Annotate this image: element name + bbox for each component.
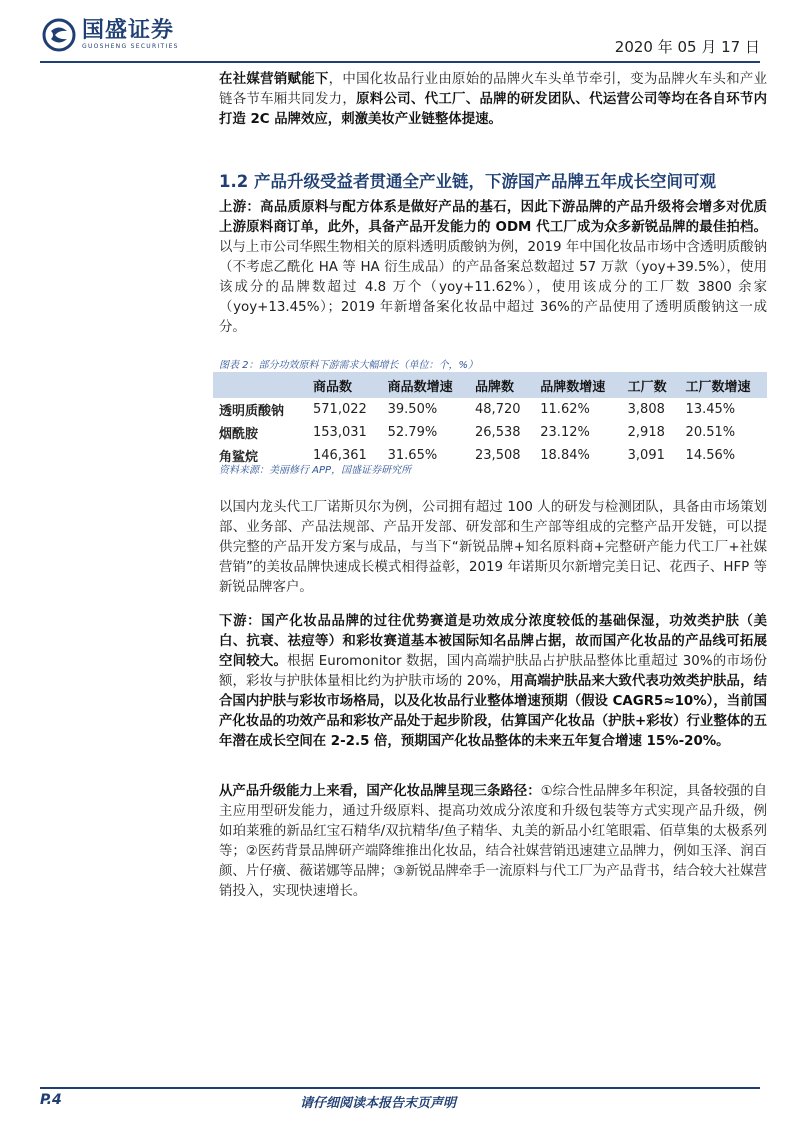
page-number: P.4 (40, 1092, 62, 1108)
table-header-cell: 工厂数 (622, 372, 680, 398)
logo-en-text: GUOSHENG SECURITIES (82, 43, 179, 50)
table-cell: 烟酰胺 (213, 421, 307, 444)
footer-divider (40, 1087, 760, 1089)
table-cell: 146,361 (307, 444, 382, 467)
table-header-cell: 商品数 (307, 372, 382, 398)
table-cell: 20.51% (680, 421, 767, 444)
table-cell: 23.12% (534, 421, 621, 444)
table-cell: 571,022 (307, 398, 382, 421)
downstream-text-1: 根据 Euromonitor 数据，国内高端护肤品占护肤品整体比重超过 30%的市场份额，彩妆与护肤体量相比约为护肤市场的 20%， (219, 654, 767, 689)
upstream-paragraph (219, 198, 767, 338)
table-cell: 48,720 (469, 398, 534, 421)
table-cell: 23,508 (469, 444, 534, 467)
intro-text-1: ，中国化妆品行业由原始的品牌火车头单节牵引，变为品牌火车头和产业链各节车厢共同发力， (219, 72, 768, 107)
table-cell: 角鲨烷 (213, 444, 307, 467)
guosheng-logo-icon (42, 18, 76, 52)
table-header-row (213, 372, 767, 398)
header-divider (40, 61, 760, 63)
table-row (213, 398, 767, 421)
downstream-paragraph (219, 612, 767, 752)
intro-paragraph (219, 70, 767, 130)
table-header-cell: 工厂数增速 (680, 372, 767, 398)
table-cell: 18.84% (534, 444, 621, 467)
table-cell: 透明质酸钠 (213, 398, 307, 421)
table-source: 资料来源：美丽修行 APP，国盛证券研究所 (219, 465, 412, 476)
downstream-bold-1: 下游：国产化妆品品牌的过往优势赛道是功效成分浓度较低的基础保湿，功效类护肤（美白、抗衰、祛痘等）和彩妆赛道基本被国际知名品牌占据，故而国产化妆品的产品线可拓展空间较大。 (219, 614, 767, 669)
footer-disclaimer: 请仔细阅读本报告末页声明 (300, 1096, 457, 1111)
company-logo (42, 18, 179, 52)
section-title: 1.2 产品升级受益者贯通全产业链，下游国产品牌五年成长空间可观 (219, 172, 716, 191)
table-cell: 31.65% (382, 444, 469, 467)
conclusion-bold: 从产品升级能力上来看，国产化妆品牌呈现三条路径： (219, 784, 541, 799)
table-cell: 52.79% (382, 421, 469, 444)
table-header-cell (213, 372, 307, 398)
table-row (213, 421, 767, 444)
table-cell: 3,091 (622, 444, 680, 467)
table-header-cell: 品牌数 (469, 372, 534, 398)
table-cell: 26,538 (469, 421, 534, 444)
report-date: 2020 年 05 月 17 日 (614, 38, 760, 56)
table-caption: 图表 2：部分功效原料下游需求大幅增长（单位：个，%） (219, 360, 479, 371)
table-cell: 13.45% (680, 398, 767, 421)
table-cell: 2,918 (622, 421, 680, 444)
example-paragraph: 以国内龙头代工厂诺斯贝尔为例，公司拥有超过 100 人的研发与检测团队，具备由市场策划部、业务部、产品法规部、产品开发部、研发部和生产部等组成的完整产品开发链，可以提供完整的产品开发方案与成品，与当下“新锐品牌+知名原料商+完整研产能力代工厂+社媒营销”的美妆品牌快速成长模式相得益彰，2019 年诺斯贝尔新增完美日记、花西子、HFP 等新锐品牌客户。 (219, 500, 767, 595)
table-cell: 14.56% (680, 444, 767, 467)
logo-cn-text: 国盛证券 (82, 18, 175, 43)
conclusion-paragraph (219, 782, 767, 902)
table-cell: 3,808 (622, 398, 680, 421)
ingredient-table (213, 372, 767, 467)
upstream-bold: 上游：高品质原料与配方体系是做好产品的基石，因此下游品牌的产品升级将会增多对优质上游原料商订单，此外，具备产品开发能力的 ODM 代工厂成为众多新锐品牌的最佳拍档。 (219, 200, 767, 235)
table-header-cell: 品牌数增速 (534, 372, 621, 398)
downstream-bold-2: 用高端护肤品来大致代表功效类护肤品，结合国内护肤与彩妆市场格局，以及化妆品行业整体增速预期（假设 CAGR5≈10%），当前国产化妆品的功效产品和彩妆产品处于起步阶段，估算国产化妆品（护肤+彩妆）行业整体的五年潜在成长空间在 2-2.5 倍，预期国产化妆品整体的未来五年复合增速 15%-20%。 (219, 674, 767, 749)
upstream-text: 以与上市公司华熙生物相关的原料透明质酸钠为例，2019 年中国化妆品市场中含透明质酸钠（不考虑乙酰化 HA 等 HA 衍生成品）的产品备案总数超过 57 万款（yoy+39.5%），使用该成分的品牌数超过 4.8 万个（yoy+11.62%），使用该成分的工厂数 3800 余家（yoy+13.45%）；2019 年新增备案化妆品中超过 36%的产品使用了透明质酸钠这一成分。 (219, 240, 767, 335)
table-header-cell: 商品数增速 (382, 372, 469, 398)
table-cell: 39.50% (382, 398, 469, 421)
conclusion-text: ①综合性品牌多年积淀，具备较强的自主应用型研发能力，通过升级原料、提高功效成分浓度和升级包装等方式实现产品升级，例如珀莱雅的新品红宝石精华/双抗精华/鱼子精华、丸美的新品小红笔眼霜、佰草集的太极系列等；②医药背景品牌研产端降维推出化妆品，结合社媒营销迅速建立品牌力，例如玉泽、润百颜、片仔癀、薇诺娜等品牌；③新锐品牌牵手一流原料与代工厂为产品背书，结合较大社媒营销投入，实现快速增长。 (219, 784, 767, 899)
table-cell: 11.62% (534, 398, 621, 421)
intro-bold-1: 在社媒营销赋能下 (219, 72, 329, 87)
intro-bold-2: 原料公司、代工厂、品牌的研发团队、代运营公司等均在各自环节内打造 2C 品牌效应，刺激美妆产业链整体提速。 (219, 92, 768, 127)
table-cell: 153,031 (307, 421, 382, 444)
